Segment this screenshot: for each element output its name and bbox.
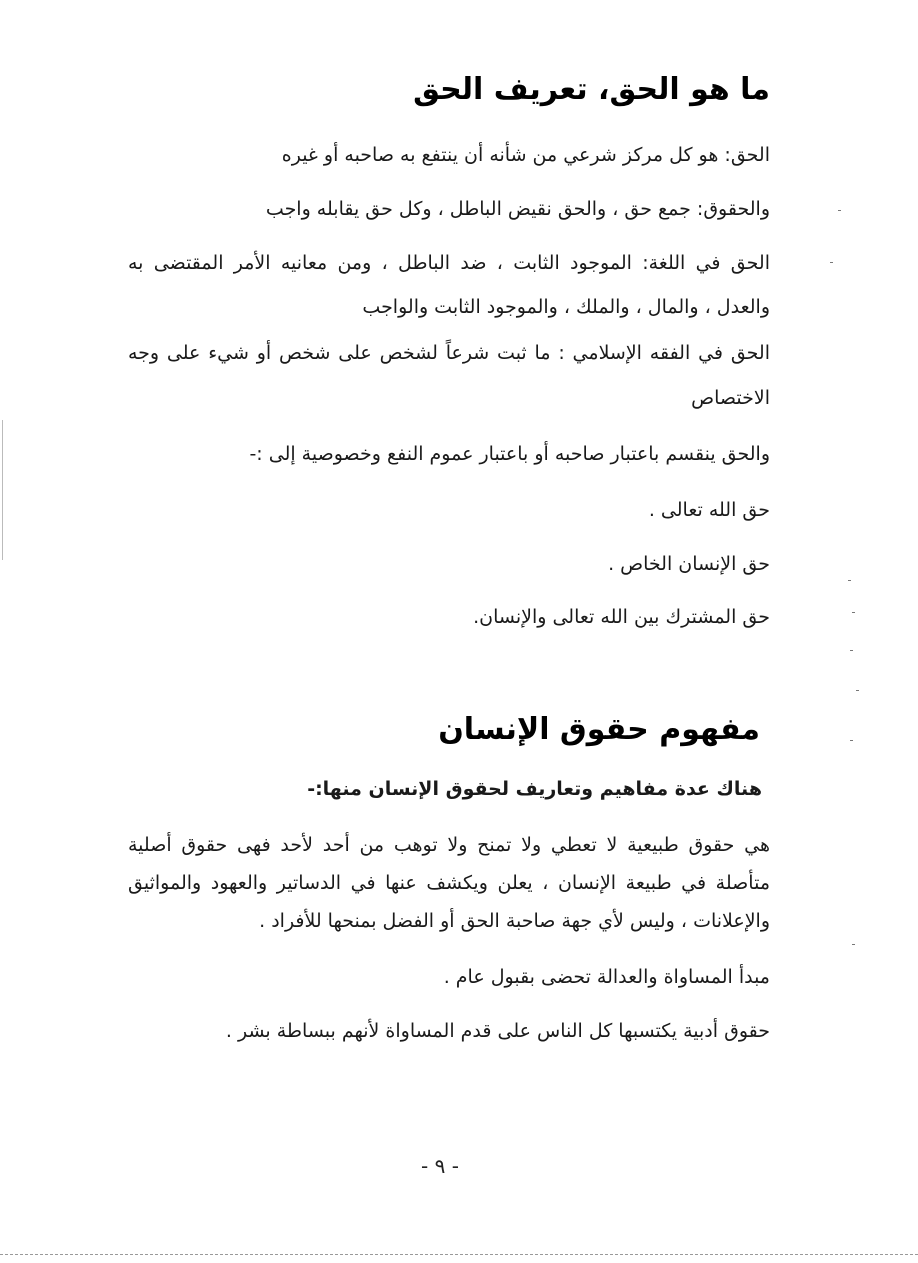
text-line: الحق في اللغة: الموجود الثابت ، ضد الباطل ، ومن معانيه الأمر المقتضى به bbox=[128, 252, 770, 274]
section-heading-human-rights: مفهوم حقوق الإنسان bbox=[438, 712, 760, 747]
text-line: متأصلة في طبيعة الإنسان ، يعلن ويكشف عنها في الدساتير والعهود والمواثيق bbox=[128, 872, 770, 894]
list-item: حق الإنسان الخاص . bbox=[608, 553, 770, 575]
scan-speck bbox=[850, 740, 853, 741]
list-item: مبدأ المساواة والعدالة تحضى بقبول عام . bbox=[443, 966, 770, 988]
section-subtitle: هناك عدة مفاهيم وتعاريف لحقوق الإنسان منها:- bbox=[307, 778, 762, 800]
text-line: الحق في الفقه الإسلامي : ما ثبت شرعاً لشخص على شخص أو شيء على وجه bbox=[128, 342, 770, 364]
text-line: الحق: هو كل مركز شرعي من شأنه أن ينتفع به صاحبه أو غيره bbox=[281, 144, 770, 166]
list-item: حق المشترك بين الله تعالى والإنسان. bbox=[473, 606, 770, 628]
scan-speck bbox=[850, 650, 853, 651]
scan-speck bbox=[830, 262, 833, 263]
scan-edge-line bbox=[2, 420, 3, 560]
scan-speck bbox=[852, 944, 855, 945]
text-line: الاختصاص bbox=[691, 387, 770, 409]
text-line: والإعلانات ، وليس لأي جهة صاحبة الحق أو الفضل بمنحها للأفراد . bbox=[259, 910, 770, 932]
page-number: - ٩ - bbox=[421, 1154, 459, 1178]
scan-speck bbox=[856, 690, 859, 691]
scan-speck bbox=[838, 210, 841, 211]
text-line: هي حقوق طبيعية لا تعطي ولا تمنح ولا توهب من أحد لأحد فهى حقوق أصلية bbox=[128, 834, 770, 856]
section-heading-right-definition: ما هو الحق، تعريف الحق bbox=[413, 72, 770, 107]
list-item: حق الله تعالى . bbox=[648, 499, 770, 521]
scan-speck bbox=[852, 612, 855, 613]
text-line: والحق ينقسم باعتبار صاحبه أو باعتبار عموم النفع وخصوصية إلى :- bbox=[249, 443, 770, 465]
scan-speck bbox=[848, 580, 851, 581]
scan-bottom-edge bbox=[0, 1254, 918, 1255]
text-line: والعدل ، والمال ، والملك ، والموجود الثابت والواجب bbox=[362, 296, 770, 318]
list-item: حقوق أدبية يكتسبها كل الناس على قدم المساواة لأنهم ببساطة بشر . bbox=[225, 1020, 770, 1042]
text-line: والحقوق: جمع حق ، والحق نقيض الباطل ، وكل حق يقابله واجب bbox=[265, 198, 770, 220]
